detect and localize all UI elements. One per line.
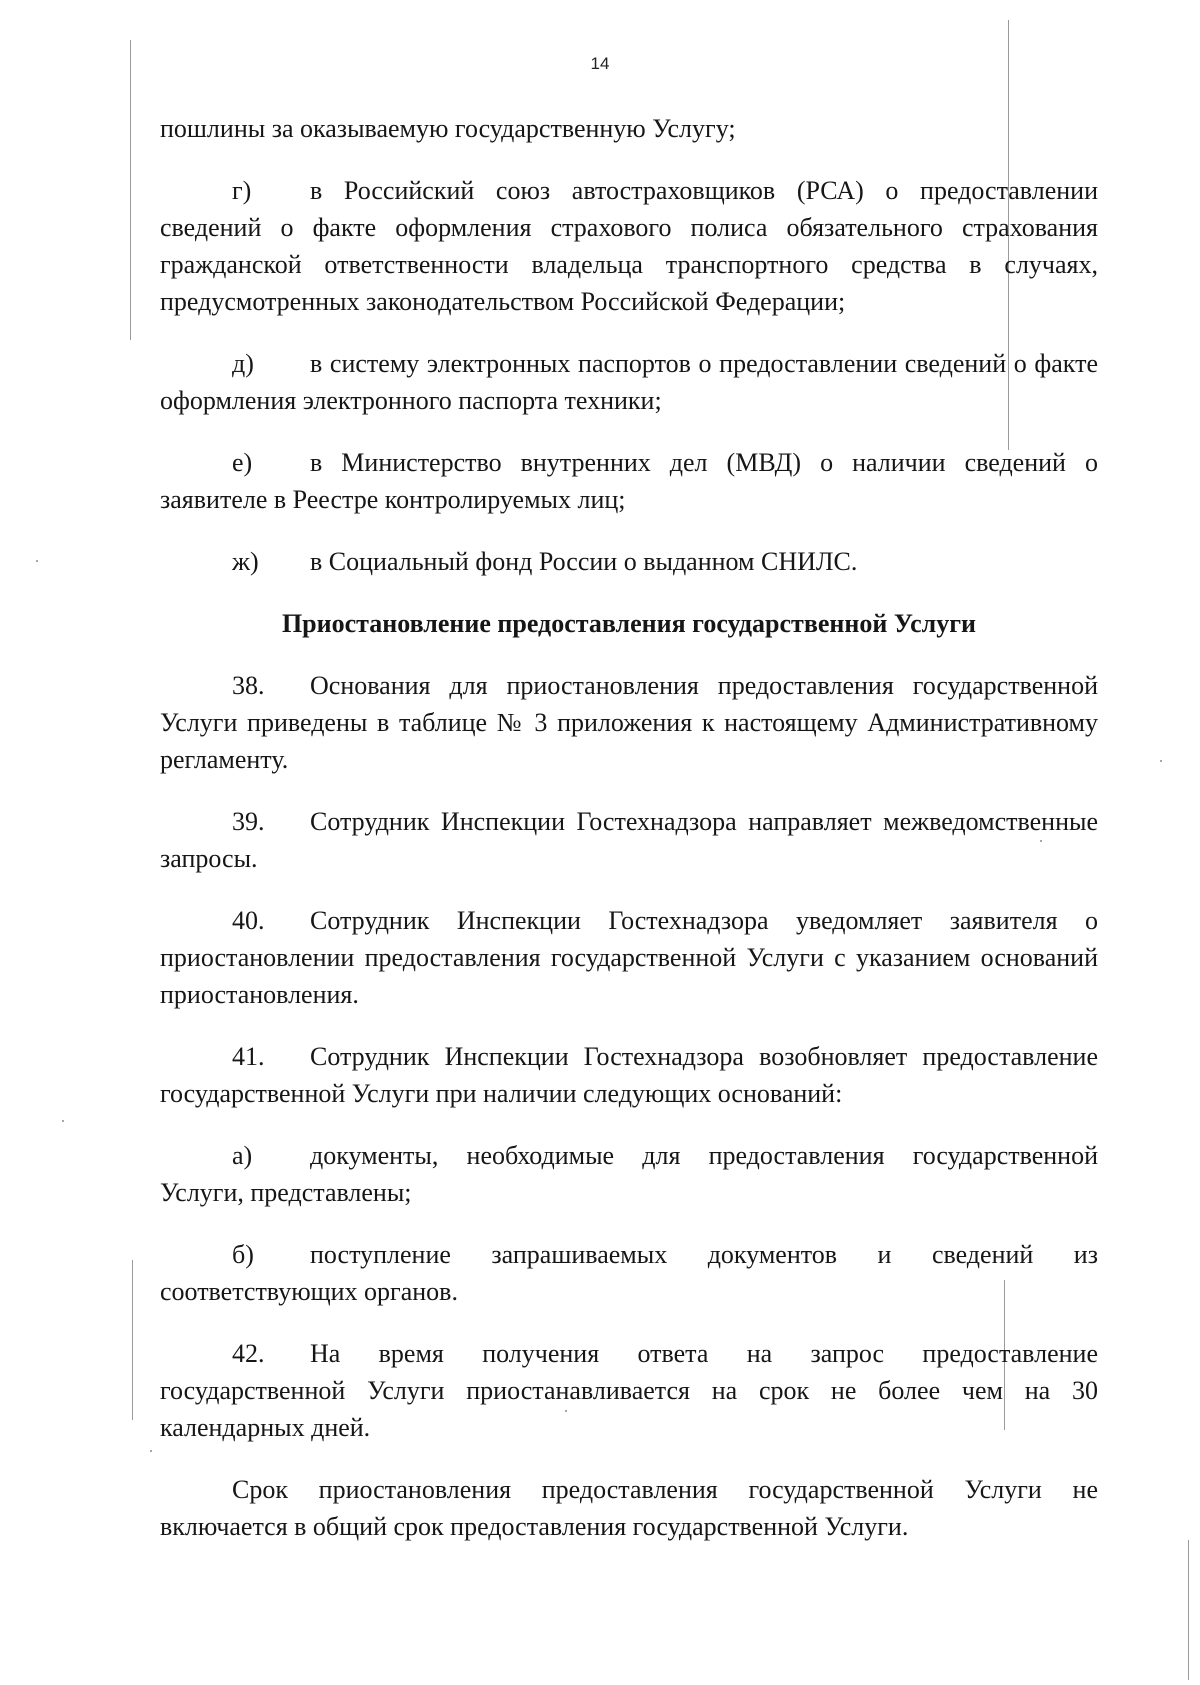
clause-text: Сотрудник Инспекции Гостехнадзора возобновляет предоставление государственной Услуги при наличии следующих оснований:: [160, 1042, 1098, 1108]
list-marker: д): [232, 349, 254, 378]
list-item-e: [160, 444, 1098, 518]
closing-paragraph: [160, 1471, 1098, 1545]
page-number: 14: [590, 54, 610, 73]
clause-39: [160, 803, 1098, 877]
list-marker: г): [232, 176, 252, 205]
clause-number: 38.: [232, 671, 265, 700]
clause-text: Основания для приостановления предоставления государственной Услуги приведены в таблице № 3 приложения к настоящему Административному регламенту.: [160, 671, 1098, 774]
clause-text: Сотрудник Инспекции Гостехнадзора направляет межведомственные запросы.: [160, 807, 1098, 873]
clause-number: 41.: [232, 1042, 265, 1071]
paragraph-text: в Российский союз автостраховщиков (РСА) о предоставлении сведений о факте оформления страхового полиса обязательного страхования гражданской ответственности владельца транспортного средства в случаях, предусмотренных законодательством Российской Федерации;: [160, 176, 1098, 316]
clause-text: Сотрудник Инспекции Гостехнадзора уведомляет заявителя о приостановлении предоставления государственной Услуги с указанием оснований приостановления.: [160, 906, 1098, 1009]
paragraph-text: Срок приостановления предоставления государственной Услуги не включается в общий срок предоставления государственной Услуги.: [160, 1475, 1098, 1541]
list-item-a: [160, 1137, 1098, 1211]
list-item-zh: [160, 543, 1098, 580]
list-item-d: [160, 345, 1098, 419]
paragraph-continuation: [160, 110, 1098, 147]
scan-edge-line-far-right: [1188, 1540, 1189, 1680]
scan-speck: [62, 1120, 64, 1122]
list-marker: б): [232, 1240, 254, 1269]
clause-text: На время получения ответа на запрос предоставление государственной Услуги приостанавливается на срок не более чем на 30 календарных дней.: [160, 1339, 1098, 1442]
document-body: [160, 110, 1098, 1570]
clause-38: [160, 667, 1098, 778]
list-marker: ж): [232, 547, 259, 576]
list-item-b: [160, 1236, 1098, 1310]
paragraph-text: в Социальный фонд России о выданном СНИЛС.: [310, 547, 858, 576]
clause-41: [160, 1038, 1098, 1112]
scan-speck: [1160, 760, 1162, 762]
clause-40: [160, 902, 1098, 1013]
clause-number: 39.: [232, 807, 265, 836]
scan-edge-line-left: [130, 40, 131, 340]
clause-number: 40.: [232, 906, 265, 935]
list-marker: е): [232, 448, 253, 477]
scan-speck: [150, 1450, 152, 1452]
paragraph-text: в систему электронных паспортов о предоставлении сведений о факте оформления электронного паспорта техники;: [160, 349, 1098, 415]
list-item-g: [160, 172, 1098, 320]
paragraph-text: пошлины за оказываемую государственную Услугу;: [160, 114, 736, 143]
paragraph-text: документы, необходимые для предоставления государственной Услуги, представлены;: [160, 1141, 1098, 1207]
clause-number: 42.: [232, 1339, 265, 1368]
clause-42: [160, 1335, 1098, 1446]
list-marker: а): [232, 1141, 253, 1170]
scan-speck: [36, 560, 38, 562]
paragraph-text: поступление запрашиваемых документов и сведений из соответствующих органов.: [160, 1240, 1098, 1306]
section-heading: Приостановление предоставления государственной Услуги: [281, 609, 977, 638]
paragraph-text: в Министерство внутренних дел (МВД) о наличии сведений о заявителе в Реестре контролируемых лиц;: [160, 448, 1098, 514]
scan-edge-line-left-lower: [132, 1260, 133, 1420]
